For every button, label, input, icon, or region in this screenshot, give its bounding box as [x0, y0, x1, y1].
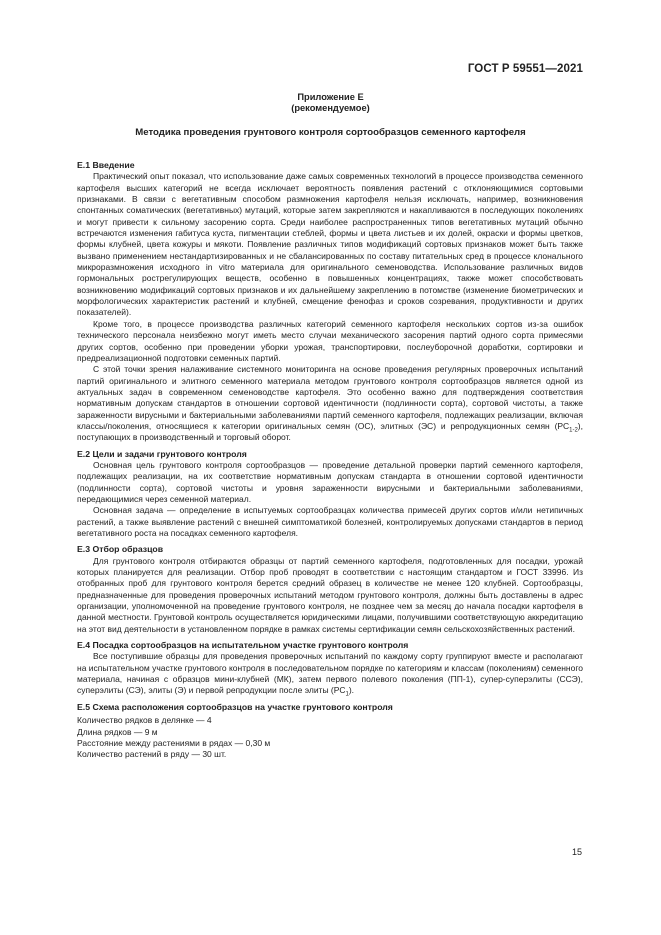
section-heading: Е.2 Цели и задачи грунтового контроля	[77, 448, 247, 459]
list-item: Длина рядков — 9 м	[77, 726, 158, 737]
paragraph: Кроме того, в процессе производства различных категорий семенного картофеля нескольких сортов из-за ошибок технического персонала неизбежно могут иметь место случаи механического засорения партий одного сорта примесями других сортов, особенно при проведении уборки урожая, транспортировки, послеуборочной доработки, сортировки и предреализационной подготовки семенных партий.	[77, 318, 583, 363]
subscript: 1	[345, 692, 349, 699]
section-heading: Е.1 Введение	[77, 160, 135, 170]
paragraph: Все поступившие образцы для проведения проверочных испытаний по каждому сорту группируют вместе и располагают на испытательном участке грунтового контроля в последовательном порядке по категориям и классам (поколениям) семенного материала, начиная с образцов мини-клубней (МК), затем первого полевого поколения (ПП-1), супер-суперэлиты (ССЭ), суперэлиты (СЭ), элиты (Э) и первой репродукции после элиты $(РС_1)$.	[77, 651, 583, 699]
subscript: 1-2	[569, 427, 578, 434]
page-number: 15	[571, 847, 582, 857]
paragraph: С этой точки зрения налаживание системного мониторинга на основе проведения регулярных проверочных испытаний партий оригинального и элитного семенного материала методом грунтового контроля сортообразцов является одной из актуальных задач в современном семеноводстве картофеля. Это особенно важно для подтверждения соответствия нормативным допускам стандартов в отношении сортовой идентичности (подлинности сорта), сортовой чистоты, а также зараженности вирусными и бактериальными заболеваниями партий семенного картофеля, подлежащих реализации, включая классы/поколения, относящиеся к категории оригинальных семян (ОС), элитных (ЭС) и репродукционных семян $(РС_{1-2})$, поступающих в производственный и торговый оборот.	[77, 364, 583, 443]
document-title: Методика проведения грунтового контроля сортообразцов семенного картофеля	[135, 127, 526, 138]
paragraph: Основная задача — определение в испытуемых сортообразцах количества примесей других сортов и/или нетипичных растений, а также выявление растений с внешней симптоматикой болезней, контролируемых допусками стандартов в период вегетативного роста на посадках семенного картофеля.	[77, 505, 583, 538]
list-item: Количество рядков в делянке — 4	[77, 715, 212, 726]
appendix-subtitle: (рекомендуемое)	[291, 103, 370, 113]
document-body	[77, 160, 583, 761]
section-heading: Е.4 Посадка сортообразцов на испытательном участке грунтового контроля	[77, 640, 409, 651]
paragraph: Для грунтового контроля отбираются образцы от партий семенного картофеля, подготовленных для посадки, урожай которых планируется для реализации. Отбор проб проводят в соответствии с настоящим стандартом и ГОСТ 33996. Из отобранных проб для грунтового контроля берется средний образец в количестве не менее 120 клубней. Сортообразцы, предназначенные для проведения проверочных испытаний методом грунтового контроля, должны быть доставлены в адрес организации, уполномоченной на проведение грунтового контроля, не позднее чем за месяц до начала посадки картофеля в данной местности. Грунтовой контроль осуществляется юридическими лицами, получившими соответствующую аккредитацию на этот вид деятельности в установленном порядке в рамках системы сертификации семян сельскохозяйственных растений.	[77, 555, 583, 634]
standard-number: ГОСТ Р 59551—2021	[467, 63, 583, 75]
list-item: Количество растений в ряду — 30 шт.	[77, 749, 227, 760]
paragraph: Практический опыт показал, что использование даже самых современных технологий в процессе производства семенного картофеля высших категорий не всегда исключает вероятность появления растений с отклоняющимися сортовыми признаками. В связи с вегетативным способом размножения картофеля нельзя исключать, например, возникновения спонтанных соматических (вегетативных) мутаций, которые затем закрепляются и накапливаются в последующих поколениях и могут привести к сильному засорению сорта. Среди наиболее распространенных типов вегетативных мутаций обычно встречаются изменения габитуса куста, пигментации стеблей, формы и цвета листьев и их долей, окраски и формы цветков, формы клубней, цвета кожуры и мякоти. Появление различных типов модификаций сортовых признаков может быть также вызвано применением нестандартизированных и не сбалансированных по составу питательных сред в процессе клонального микроразмножения исходного in vitro материала для оригинального семеноводства. Использование различных видов гормональных рострегулирующих веществ, особенно в повышенных концентрациях, также может способствовать возникновению модификаций сортовых признаков и их дальнейшему закреплению в потомстве (изменение биометрических и морфологических характеристик растений и клубней, смещение фенофаз и сроков созревания, продуктивности и других показателей).	[77, 171, 583, 318]
list-item: Расстояние между растениями в рядах — 0,30 м	[77, 737, 271, 748]
paragraph: Основная цель грунтового контроля сортообразцов — проведение детальной проверки партий семенного картофеля, подлежащих реализации, на их соответствие нормативным допускам стандарта в отношении сортовой идентичности (подлинности сорта), сортовой чистоты и уровня зараженности вирусными и бактериальными заболеваниями, передающимися через семенной материал.	[77, 459, 583, 504]
section-heading: Е.5 Схема расположения сортообразцов на участке грунтового контроля	[77, 701, 393, 712]
section-heading: Е.3 Отбор образцов	[77, 544, 164, 555]
appendix-title: Приложение Е	[297, 92, 364, 102]
